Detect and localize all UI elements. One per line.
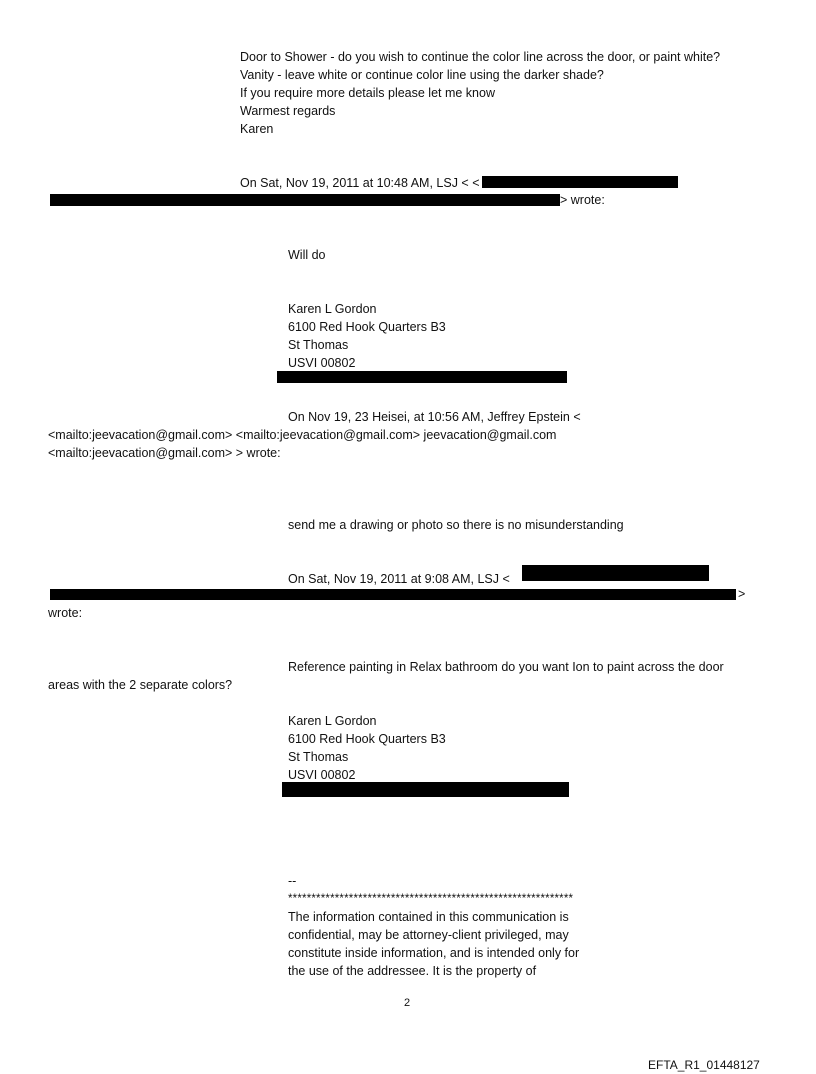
reply-header: On Sat, Nov 19, 2011 at 10:48 AM, LSJ < < (240, 176, 480, 190)
body-line: Vanity - leave white or continue color line using the darker shade? (240, 68, 604, 82)
signature-name: Karen (240, 122, 274, 136)
redaction-bar (50, 589, 736, 600)
signature-name: Karen L Gordon (288, 302, 377, 316)
separator-stars: ************************************************************* (288, 893, 574, 905)
separator-dashes: -- (288, 874, 297, 888)
redaction-bar (522, 565, 709, 581)
disclaimer-line: the use of the addressee. It is the property of (288, 964, 537, 978)
closing: Warmest regards (240, 104, 336, 118)
reply-header: On Nov 19, 23 Heisei, at 10:56 AM, Jeffrey Epstein < (288, 410, 581, 424)
reply-header: On Sat, Nov 19, 2011 at 9:08 AM, LSJ < (288, 572, 510, 586)
reply-header: <mailto:jeevacation@gmail.com> > wrote: (48, 446, 281, 460)
reply-text: Reference painting in Relax bathroom do you want Ion to paint across the door (288, 660, 724, 674)
signature-name: Karen L Gordon (288, 714, 377, 728)
redaction-bar (50, 194, 560, 206)
disclaimer-line: constitute inside information, and is intended only for (288, 946, 580, 960)
signature-address: 6100 Red Hook Quarters B3 (288, 732, 446, 746)
reply-header-tail: > (738, 587, 746, 601)
reply-header-tail: > wrote: (560, 193, 605, 207)
reply-text: areas with the 2 separate colors? (48, 678, 233, 692)
signature-address: USVI 00802 (288, 768, 356, 782)
signature-address: St Thomas (288, 338, 349, 352)
reply-header-tail: wrote: (48, 606, 83, 620)
signature-address: St Thomas (288, 750, 349, 764)
redaction-bar (482, 176, 678, 188)
redaction-bar (277, 371, 567, 383)
reply-text: send me a drawing or photo so there is no misunderstanding (288, 518, 624, 532)
document-id: EFTA_R1_01448127 (648, 1058, 760, 1072)
disclaimer-line: confidential, may be attorney-client privileged, may (288, 928, 569, 942)
redaction-bar (282, 782, 569, 797)
signature-address: USVI 00802 (288, 356, 356, 370)
signature-address: 6100 Red Hook Quarters B3 (288, 320, 446, 334)
body-line: Door to Shower - do you wish to continue the color line across the door, or paint white? (240, 50, 721, 64)
reply-header: <mailto:jeevacation@gmail.com> <mailto:jeevacation@gmail.com> jeevacation@gmail.com (48, 428, 557, 442)
reply-text: Will do (288, 248, 326, 262)
disclaimer-line: The information contained in this communication is (288, 910, 569, 924)
body-line: If you require more details please let me know (240, 86, 495, 100)
page-number: 2 (404, 997, 411, 1009)
